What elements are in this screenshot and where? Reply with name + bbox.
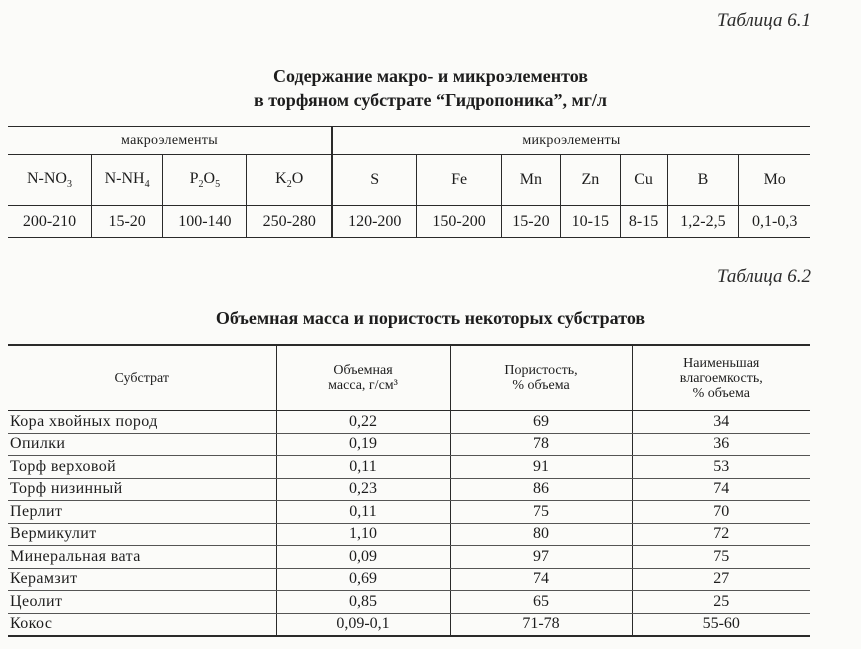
- macro-micro-elements-table: [8, 126, 810, 238]
- element-header: [417, 155, 501, 206]
- micro-elements-group-header: микроэлементы: [332, 127, 810, 155]
- element-header: [91, 155, 162, 206]
- element-header-sub2: 5: [215, 179, 221, 191]
- header-bulk-mass: [276, 345, 450, 411]
- element-header-main: Zn: [581, 171, 600, 188]
- cell-mass: 1,10: [276, 523, 450, 546]
- cell-moisture: 55-60: [632, 613, 810, 636]
- cell-porosity: 71-78: [450, 613, 632, 636]
- cell-moisture: 25: [632, 591, 810, 614]
- cell-name: Опилки: [8, 433, 276, 456]
- cell-moisture: 72: [632, 523, 810, 546]
- element-value: 15-20: [501, 206, 560, 238]
- cell-mass: 0,09: [276, 546, 450, 569]
- cell-moisture: 74: [632, 478, 810, 501]
- table-row: [8, 433, 810, 456]
- cell-mass: 0,11: [276, 456, 450, 479]
- element-header-main: B: [697, 171, 709, 188]
- cell-name: Минеральная вата: [8, 546, 276, 569]
- cell-name: Торф низинный: [8, 478, 276, 501]
- header-moisture-line1: Наименьшая: [683, 355, 760, 371]
- element-value: 100-140: [163, 206, 247, 238]
- cell-moisture: 27: [632, 568, 810, 591]
- table1-title-line2: в торфяном субстрате “Гидропоника”, мг/л: [253, 90, 608, 110]
- element-header-sub: 3: [66, 179, 72, 191]
- element-header-main: S: [370, 171, 380, 188]
- cell-moisture: 75: [632, 546, 810, 569]
- element-header-main: N-NO: [26, 169, 67, 187]
- element-header-main: Mo: [763, 171, 786, 188]
- cell-name: Керамзит: [8, 568, 276, 591]
- header-substrate: Субстрат: [8, 345, 276, 411]
- cell-name: Цеолит: [8, 591, 276, 614]
- element-header-main: K: [275, 169, 287, 187]
- element-header: [501, 155, 560, 206]
- cell-porosity: 91: [450, 456, 632, 479]
- table1-title-line1: Содержание макро- и микроэлементов: [272, 66, 589, 86]
- header-bulk-mass-line1: Объемная: [333, 363, 393, 378]
- cell-mass: 0,69: [276, 568, 450, 591]
- table-row: [8, 613, 810, 636]
- table2-caption: Таблица 6.2: [717, 266, 811, 287]
- table-row: [8, 523, 810, 546]
- cell-moisture: 53: [632, 456, 810, 479]
- element-header: [332, 155, 417, 206]
- substrate-properties-table: [8, 344, 810, 637]
- element-value: 250-280: [247, 206, 332, 238]
- table-row: [8, 411, 810, 434]
- element-header: [8, 155, 91, 206]
- element-header: [667, 155, 739, 206]
- cell-porosity: 65: [450, 591, 632, 614]
- cell-porosity: 69: [450, 411, 632, 434]
- header-moisture-line3: % объема: [692, 385, 750, 401]
- header-bulk-mass-line2: масса, г/см³: [328, 378, 398, 393]
- cell-porosity: 86: [450, 478, 632, 501]
- element-header: [247, 155, 332, 206]
- element-value: 1,2-2,5: [667, 206, 739, 238]
- cell-mass: 0,22: [276, 411, 450, 434]
- element-value: 200-210: [8, 206, 91, 238]
- cell-mass: 0,11: [276, 501, 450, 524]
- table2-title: Объемная масса и пористость некоторых субстратов: [215, 308, 646, 328]
- element-value: 15-20: [91, 206, 162, 238]
- element-header-main: N-NH: [104, 169, 145, 187]
- cell-moisture: 34: [632, 411, 810, 434]
- header-moisture-line2: влагоемкость,: [679, 370, 763, 386]
- table1-caption: Таблица 6.1: [717, 10, 811, 31]
- cell-moisture: 70: [632, 501, 810, 524]
- cell-porosity: 78: [450, 433, 632, 456]
- table1-title: [0, 64, 861, 112]
- table-row: [8, 501, 810, 524]
- macro-elements-group-header: макроэлементы: [8, 127, 332, 155]
- cell-name: Торф верховой: [8, 456, 276, 479]
- cell-porosity: 80: [450, 523, 632, 546]
- header-porosity-line1: Пористость,: [504, 363, 578, 378]
- element-header-tail: O: [203, 169, 216, 187]
- element-header: [739, 155, 810, 206]
- cell-name: Кокос: [8, 613, 276, 636]
- element-header-tail: O: [291, 169, 304, 187]
- header-porosity-line2: % объема: [512, 378, 570, 393]
- cell-mass: 0,19: [276, 433, 450, 456]
- element-value: 0,1-0,3: [739, 206, 810, 238]
- table-row: [8, 478, 810, 501]
- element-value: 10-15: [561, 206, 620, 238]
- cell-name: Вермикулит: [8, 523, 276, 546]
- header-moisture-capacity: [632, 345, 810, 411]
- header-porosity: [450, 345, 632, 411]
- element-header-sub: 4: [144, 179, 150, 191]
- element-value: 150-200: [417, 206, 501, 238]
- table-row: [8, 591, 810, 614]
- cell-mass: 0,09-0,1: [276, 613, 450, 636]
- table-row: [8, 456, 810, 479]
- element-header-main: Fe: [451, 171, 468, 188]
- table-row: [8, 568, 810, 591]
- element-header-sub: 2: [198, 179, 204, 191]
- cell-porosity: 97: [450, 546, 632, 569]
- element-header-main: P: [189, 169, 199, 187]
- element-header: [561, 155, 620, 206]
- element-value: 8-15: [620, 206, 667, 238]
- cell-porosity: 75: [450, 501, 632, 524]
- element-header-main: Mn: [519, 171, 543, 188]
- cell-name: Кора хвойных пород: [8, 411, 276, 434]
- cell-name: Перлит: [8, 501, 276, 524]
- cell-moisture: 36: [632, 433, 810, 456]
- table-row: [8, 546, 810, 569]
- cell-mass: 0,85: [276, 591, 450, 614]
- element-header: [620, 155, 667, 206]
- element-value: 120-200: [332, 206, 417, 238]
- cell-porosity: 74: [450, 568, 632, 591]
- cell-mass: 0,23: [276, 478, 450, 501]
- element-header-main: Cu: [634, 171, 653, 188]
- element-header-sub: 2: [286, 179, 292, 191]
- element-header: [163, 155, 247, 206]
